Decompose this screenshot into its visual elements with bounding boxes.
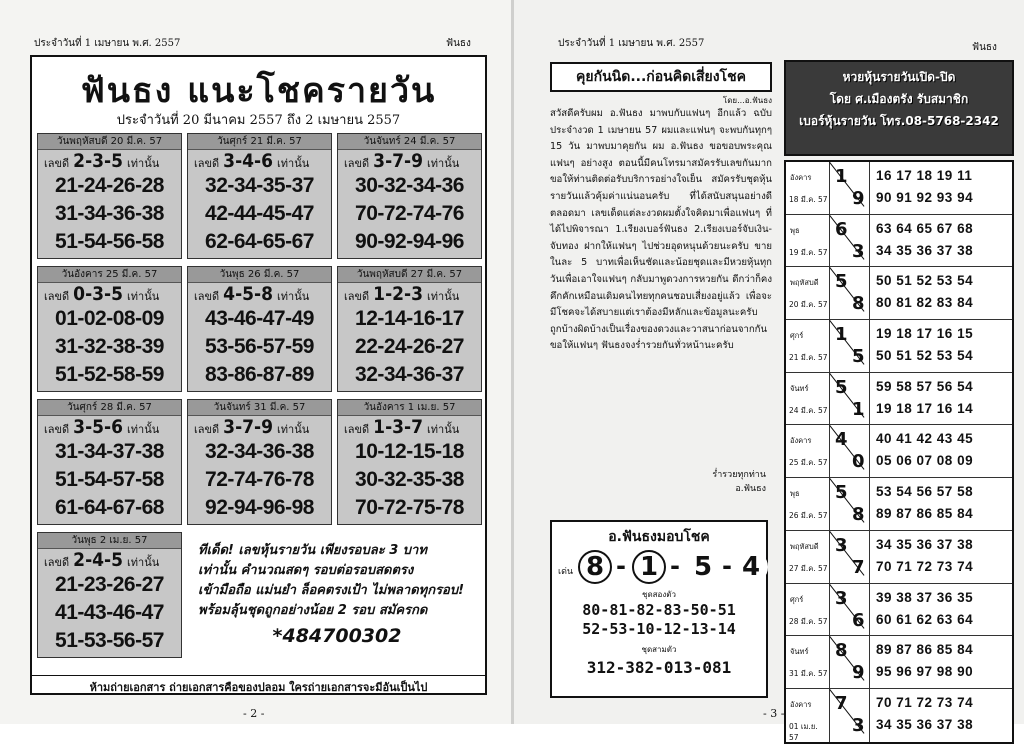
number-line: 62-64-65-67 [205, 230, 314, 253]
three-digit-label: ชุดสามตัว [641, 645, 677, 654]
day-card [337, 133, 482, 259]
lead-row [38, 150, 181, 172]
lucky-main-row [552, 550, 766, 588]
lead-label: เลขดี [44, 157, 70, 170]
number-line: 05 06 07 08 09 [876, 453, 974, 469]
number-line: 31-34-37-38 [55, 440, 164, 463]
number-line: 43-46-47-49 [205, 307, 314, 330]
day-label: วันพุธ 26 มี.ค. 57 [188, 267, 331, 283]
two-digit-line: 80-81-82-83-50-51 [582, 601, 736, 619]
banner-line: โดย ศ.เมืองตรัง รับสมาชิก [829, 92, 969, 106]
schedule-row [786, 425, 1012, 478]
day-label: วันพฤหัสบดี 20 มี.ค. 57 [38, 134, 181, 150]
lead-row [188, 416, 331, 438]
digit-top: 1 [835, 324, 848, 346]
number-line: 22-24-26-27 [355, 335, 464, 358]
row-numbers [870, 162, 1012, 214]
header-name-right: ฟันธง [972, 42, 997, 53]
number-line: 40 41 42 43 45 [876, 431, 974, 447]
number-line: 51-52-58-59 [55, 363, 164, 386]
number-line: 42-44-45-47 [205, 202, 314, 225]
day-label: วันจันทร์ 31 มี.ค. 57 [188, 400, 331, 416]
row-numbers [870, 215, 1012, 267]
tail-label: เท่านั้น [127, 290, 160, 303]
lead-label: เลขดี [44, 290, 70, 303]
digit-pair [830, 215, 870, 267]
schedule-row [786, 689, 1012, 742]
lead-label: เลขดี [194, 290, 220, 303]
lucky-digit: 5 [686, 550, 720, 584]
schedule-row [786, 584, 1012, 637]
schedule-row [786, 320, 1012, 373]
number-line: 90 91 92 93 94 [876, 190, 974, 205]
left-page [0, 0, 512, 724]
column-article: สวัสดีครับผม อ.ฟันธง มาพบกับแฟนๆ อีกแล้ว ฉบับประจำงวด 1 เมษายน 57 ผมและแฟนๆ จะพบกันทุกๆ 15 วัน มาพบมาคุยกัน ผม อ.ฟันธง ขอขอบพระคุณแฟนๆ อย่างสูง ตอนนี้มีคนโทรมาสมัครรับเลขกันมาก ขอให้ท่านติดต่อรับบริการอย่างใจเย็น สมัครรับชุดหุ้นรายวันแล้วคุ้มค่าแน่นอนครับ ที่ได้สนับสนุนอย่างดีตลอดมา เลขเด็ดแต่ละงวดผมตั้งใจคิดมาเพื่อแฟนๆ ที่ได้ไปพิจารณา 1.เรียงเบอร์ฟันธง 2.เรียงเบอร์จับเงิน-จับทอง ฝากให้แฟนๆ ไปช่วยอุดหนุนด้วยนะครับ ขายในละ 5 บาทเพื่อเห็นชัดและน้อยชุดและมีหวยหุ้นทุกวันเพื่อเอาใจแฟนๆ กลับมาพูดวงการหวยกัน ดีกว่าก็คงคึกคักเหมือนเดิมคนไทยทุกคนชอบเสี่ยงอยู่แล้ว เพื่อจะมีโชคจะได้สบายแต่เราต้องมีหลักและข้อมูลนะครับ ถูกบ้างผิดบ้างเป็นเรื่องของดวงและวาสนาก่อนจากกันขอให้แฟนๆ ฟันธงจงร่ำรวยกันทั่วหน้านะครับ [550, 108, 772, 352]
digit-top: 3 [835, 587, 848, 609]
lead-row [338, 416, 481, 438]
copy-warning: ห้ามถ่ายเอกสาร ถ่ายเอกสารคือของปลอม ใครถ่ายเอกสารจะมีอันเป็นไป [32, 675, 485, 696]
number-line: 83-86-87-89 [205, 363, 314, 386]
row-day: ศุกร์ [790, 331, 804, 341]
number-line: 61-64-67-68 [55, 496, 164, 519]
lead-label: เลขดี [194, 423, 220, 436]
tail-label: เท่านั้น [127, 556, 160, 569]
number-line: 50 51 52 53 54 [876, 273, 974, 289]
day-card [337, 399, 482, 525]
row-date-text: 31 มี.ค. 57 [789, 669, 828, 679]
daily-forecast-box [30, 55, 487, 695]
digit-pair [830, 531, 870, 583]
number-line: 53-56-57-59 [205, 335, 314, 358]
lucky-digit: 8 [578, 550, 612, 584]
day-card [37, 399, 182, 525]
row-day: จันทร์ [790, 383, 809, 393]
number-line: 01-02-08-09 [55, 307, 164, 330]
number-line: 89 87 86 85 84 [876, 642, 974, 658]
digit-top: 1 [835, 166, 848, 187]
row-numbers [870, 425, 1012, 477]
lucky-digit: 4 [734, 550, 768, 584]
digit-bottom: 8 [852, 504, 865, 526]
row-date [786, 531, 830, 583]
digit-bottom: 0 [852, 451, 865, 473]
number-line: 21-23-26-27 [55, 573, 164, 596]
number-line: 21-24-26-28 [55, 174, 164, 197]
row-date [786, 162, 830, 214]
tail-label: เท่านั้น [277, 423, 310, 436]
banner-line: เบอร์หุ้นรายวัน โทร.08-5768-2342 [799, 114, 999, 128]
header-date-right: ประจำวันที่ 1 เมษายน พ.ศ. 2557 [558, 38, 705, 49]
lead-digits: 3-7-9 [223, 416, 274, 438]
row-numbers [870, 267, 1012, 319]
two-digit-label: ชุดสองตัว [642, 590, 676, 599]
row-day: ศุกร์ [790, 594, 804, 604]
number-line: 30-32-34-36 [355, 174, 464, 197]
page-title: ฟันธง แนะโชครายวัน [80, 71, 437, 111]
row-date [786, 478, 830, 530]
dash-glyph: - [722, 552, 732, 580]
digit-bottom: 9 [852, 662, 865, 684]
number-line: 59 58 57 56 54 [876, 378, 974, 394]
number-line: 70-72-75-78 [355, 496, 464, 519]
number-line: 12-14-16-17 [355, 307, 464, 330]
row-date-text: 28 มี.ค. 57 [789, 616, 828, 626]
number-line: 30-32-35-38 [355, 468, 464, 491]
number-line: 32-34-36-37 [355, 363, 464, 386]
dash-glyph: - [616, 552, 626, 580]
digit-bottom: 9 [852, 188, 865, 209]
tail-label: เท่านั้น [427, 290, 460, 303]
row-date [786, 584, 830, 636]
day-label: วันพุธ 2 เม.ย. 57 [38, 533, 181, 549]
digit-bottom: 6 [852, 609, 865, 631]
row-date [786, 320, 830, 372]
number-line: 92-94-96-98 [205, 496, 314, 519]
row-date-text: 27 มี.ค. 57 [789, 563, 828, 573]
lead-digits: 2-3-5 [73, 150, 124, 172]
lead-digits: 2-4-5 [73, 549, 124, 571]
number-line: 34 35 36 37 38 [876, 536, 974, 552]
lead-row [38, 416, 181, 438]
row-day: พฤหัสบดี [790, 541, 819, 551]
row-numbers [870, 373, 1012, 425]
row-day: อังคาร [790, 436, 812, 446]
tail-label: เท่านั้น [277, 157, 310, 170]
number-line: 31-34-36-38 [55, 202, 164, 225]
signoff [712, 468, 766, 496]
signoff-author: อ.ฟันธง [735, 484, 766, 494]
digit-top: 6 [835, 218, 848, 240]
lead-label: เลขดี [194, 157, 220, 170]
schedule-row [786, 373, 1012, 426]
row-date [786, 689, 830, 742]
lead-digits: 3-4-6 [223, 150, 274, 172]
number-line: 70-72-74-76 [355, 202, 464, 225]
promo-line: เท่านั้น คำนวณสดๆ รอบต่อรอบสดตรง [198, 563, 414, 578]
column-byline: โดย...อ.ฟันธง [722, 96, 772, 105]
date-range: ประจำวันที่ 20 มีนาคม 2557 ถึง 2 เมษายน 2557 [116, 113, 401, 128]
row-date-text: 21 มี.ค. 57 [789, 353, 828, 363]
digit-pair [830, 636, 870, 688]
number-line: 72-74-76-78 [205, 468, 314, 491]
number-line: 60 61 62 63 64 [876, 611, 974, 627]
digit-bottom: 8 [852, 293, 865, 315]
row-day: พุธ [790, 225, 800, 235]
row-date-text: 24 มี.ค. 57 [789, 405, 828, 415]
row-numbers [870, 531, 1012, 583]
tail-label: เท่านั้น [127, 423, 160, 436]
lead-digits: 1-3-7 [373, 416, 424, 438]
lead-digits: 1-2-3 [373, 283, 424, 305]
tail-label: เท่านั้น [427, 157, 460, 170]
three-digit-line: 312-382-013-081 [586, 658, 732, 677]
day-label: วันศุกร์ 21 มี.ค. 57 [188, 134, 331, 150]
day-label: วันอังคาร 25 มี.ค. 57 [38, 267, 181, 283]
number-line: 63 64 65 67 68 [876, 220, 974, 236]
number-line: 16 17 18 19 11 [876, 168, 973, 183]
schedule-row [786, 215, 1012, 268]
lead-label: เลขดี [44, 423, 70, 436]
row-date-text: 19 มี.ค. 57 [789, 247, 828, 257]
lead-digits: 0-3-5 [73, 283, 124, 305]
number-line: 90-92-94-96 [355, 230, 464, 253]
lead-digits: 3-5-6 [73, 416, 124, 438]
two-digit-line: 52-53-10-12-13-14 [582, 620, 736, 638]
digit-top: 5 [835, 271, 848, 293]
number-line: 95 96 97 98 90 [876, 664, 974, 680]
number-line: 89 87 86 85 84 [876, 506, 974, 522]
digit-top: 4 [835, 429, 848, 451]
digit-pair [830, 267, 870, 319]
schedule-table [784, 160, 1014, 744]
day-card [187, 133, 332, 259]
number-line: 51-54-57-58 [55, 468, 164, 491]
digit-bottom: 5 [852, 346, 865, 368]
digit-pair [830, 689, 870, 742]
schedule-row [786, 267, 1012, 320]
right-page [514, 0, 1024, 742]
digit-pair [830, 320, 870, 372]
row-date [786, 215, 830, 267]
day-label: วันจันทร์ 24 มี.ค. 57 [338, 134, 481, 150]
digit-top: 5 [835, 482, 848, 504]
day-card [37, 532, 182, 658]
digit-bottom: 3 [852, 714, 865, 736]
digit-top: 7 [835, 692, 848, 714]
number-line: 31-32-38-39 [55, 335, 164, 358]
lead-row [38, 283, 181, 305]
lead-digits: 3-7-9 [373, 150, 424, 172]
schedule-row [786, 531, 1012, 584]
number-line: 50 51 52 53 54 [876, 348, 974, 364]
lucky-digit: 1 [632, 550, 666, 584]
signoff-line: ร่ำรวยทุกท่าน [712, 470, 766, 480]
lucky-title: อ.ฟันธงมอบโชค [608, 529, 710, 545]
number-line: 70 71 72 73 74 [876, 558, 974, 574]
stock-lottery-column [784, 60, 1014, 742]
banner-line: หวยหุ้นรายวันเปิด-ปิด [842, 70, 956, 84]
schedule-row [786, 162, 1012, 215]
row-day: พุธ [790, 489, 800, 499]
number-line: 32-34-36-38 [205, 440, 314, 463]
digit-pair [830, 373, 870, 425]
number-line: 51-53-56-57 [55, 629, 164, 652]
schedule-row [786, 636, 1012, 689]
dash-glyph: - [670, 552, 680, 580]
header-date-left: ประจำวันที่ 1 เมษายน พ.ศ. 2557 [34, 38, 181, 49]
day-card [37, 266, 182, 392]
row-numbers [870, 320, 1012, 372]
column-title: คุยกันนิด...ก่อนคิดเสี่ยงโชค [550, 62, 772, 92]
row-date [786, 425, 830, 477]
lucky-label: เด่น [558, 567, 574, 577]
lead-label: เลขดี [344, 423, 370, 436]
digit-pair [830, 584, 870, 636]
lead-digits: 4-5-8 [223, 283, 274, 305]
day-card [37, 133, 182, 259]
day-label: วันศุกร์ 28 มี.ค. 57 [38, 400, 181, 416]
digit-bottom: 3 [852, 240, 865, 262]
digit-pair [830, 425, 870, 477]
promo-line: ทีเด็ด! เลขหุ้นรายวัน เพียงรอบละ 3 บาท [198, 543, 427, 558]
row-day: อังคาร [790, 173, 812, 182]
number-line: 34 35 36 37 38 [876, 242, 974, 258]
digit-top: 3 [835, 534, 848, 556]
page-number-right: - 3 - [763, 707, 785, 720]
row-date-text: 26 มี.ค. 57 [789, 511, 828, 521]
digit-pair [830, 162, 870, 214]
promo-line: พร้อมลุ้นชุดถูกอย่างน้อย 2 รอบ สมัครกด [198, 603, 428, 618]
digit-bottom: 7 [852, 556, 865, 578]
column-area [550, 62, 772, 560]
row-date-text: 18 มี.ค. 57 [789, 195, 828, 204]
lead-row [38, 549, 181, 571]
stock-banner [784, 60, 1014, 156]
lucky-numbers-box [550, 520, 768, 698]
tail-label: เท่านั้น [277, 290, 310, 303]
row-date-text: 01 เม.ย. 57 [789, 721, 818, 742]
page-number-left: - 2 - [243, 707, 265, 720]
number-line: 80 81 82 83 84 [876, 295, 974, 311]
row-day: พฤหัสบดี [790, 278, 819, 288]
row-numbers [870, 584, 1012, 636]
number-line: 41-43-46-47 [55, 601, 164, 624]
lead-row [338, 150, 481, 172]
number-line: 51-54-56-58 [55, 230, 164, 253]
lead-row [338, 283, 481, 305]
number-line: 10-12-15-18 [355, 440, 464, 463]
row-numbers [870, 636, 1012, 688]
tail-label: เท่านั้น [427, 423, 460, 436]
row-day: อังคาร [790, 699, 812, 709]
row-numbers [870, 689, 1012, 742]
day-card [337, 266, 482, 392]
lead-row [188, 283, 331, 305]
day-label: วันพฤหัสบดี 27 มี.ค. 57 [338, 267, 481, 283]
day-label: วันอังคาร 1 เม.ย. 57 [338, 400, 481, 416]
digit-top: 5 [835, 376, 848, 398]
header-name-left: ฟันธง [446, 38, 471, 49]
row-numbers [870, 478, 1012, 530]
tail-label: เท่านั้น [127, 157, 160, 170]
row-date [786, 267, 830, 319]
number-line: 70 71 72 73 74 [876, 694, 974, 710]
day-card [187, 399, 332, 525]
promo-code: *484700302 [272, 625, 402, 647]
row-date [786, 373, 830, 425]
lead-label: เลขดี [44, 556, 70, 569]
day-card [187, 266, 332, 392]
row-date-text: 20 มี.ค. 57 [789, 300, 828, 310]
lead-label: เลขดี [344, 157, 370, 170]
number-line: 19 18 17 16 15 [876, 326, 974, 342]
lead-label: เลขดี [344, 290, 370, 303]
promo-box [192, 537, 482, 665]
schedule-row [786, 478, 1012, 531]
row-day: จันทร์ [790, 647, 809, 657]
number-line: 32-34-35-37 [205, 174, 314, 197]
number-line: 39 38 37 36 35 [876, 589, 974, 605]
digit-top: 8 [835, 640, 848, 662]
digit-pair [830, 478, 870, 530]
row-date [786, 636, 830, 688]
digit-bottom: 1 [852, 398, 865, 420]
number-line: 53 54 56 57 58 [876, 484, 974, 500]
number-line: 19 18 17 16 14 [876, 400, 974, 416]
lead-row [188, 150, 331, 172]
row-date-text: 25 มี.ค. 57 [789, 458, 828, 468]
promo-line: เข้ามือถือ แม่นยำ ล็อคตรงเป้า ไม่พลาดทุกรอบ! [198, 583, 465, 598]
number-line: 34 35 36 37 38 [876, 716, 974, 732]
